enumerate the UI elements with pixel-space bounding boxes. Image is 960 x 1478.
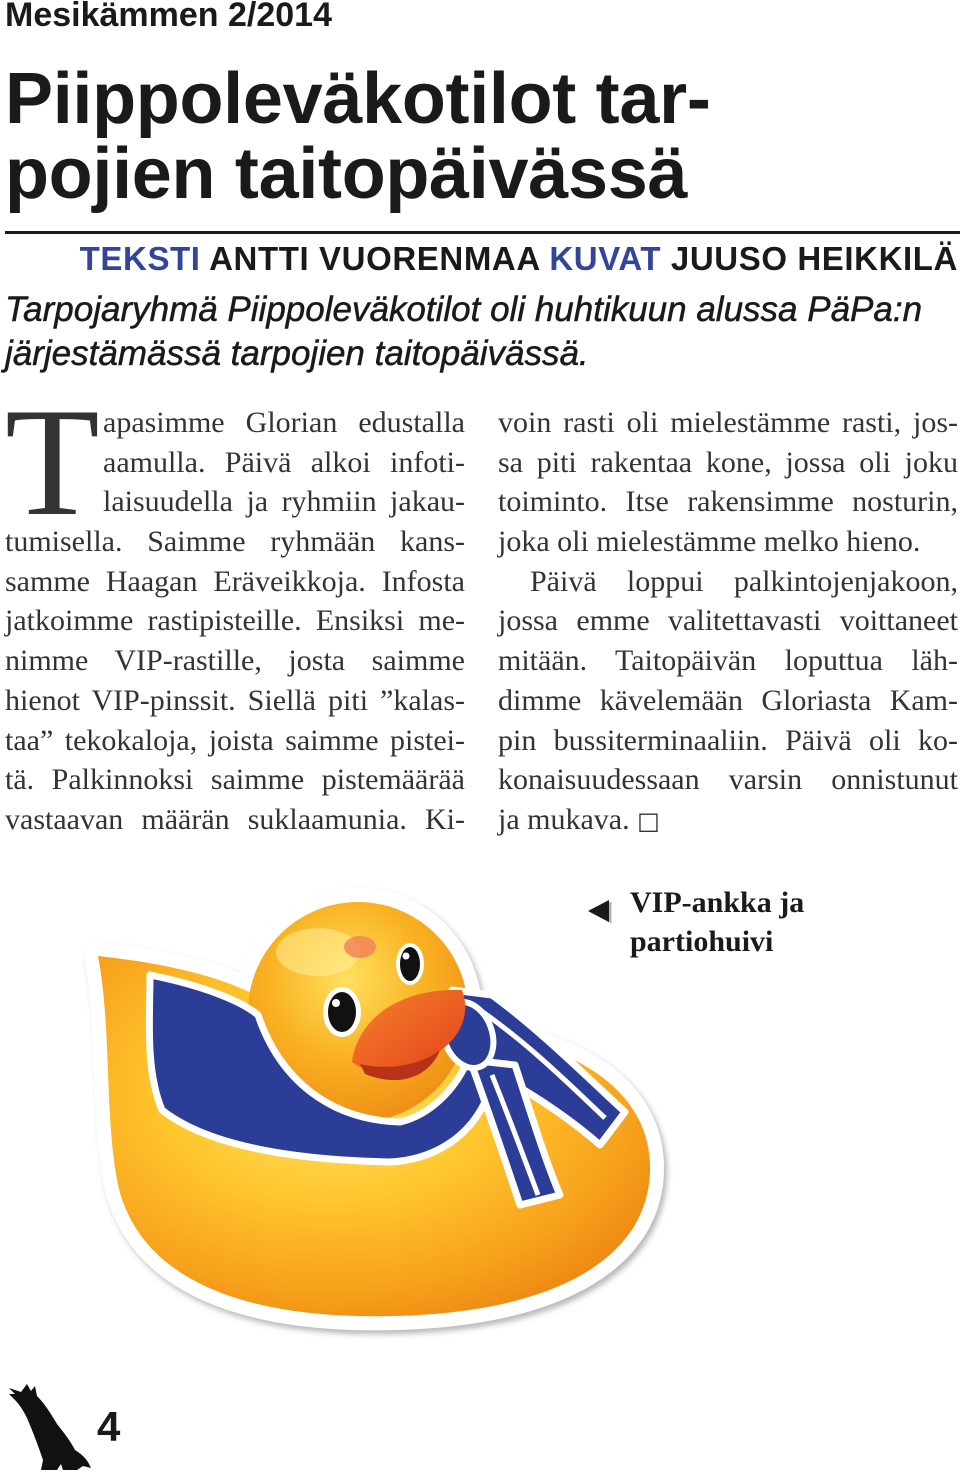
byline: [0, 239, 958, 279]
body-line: pin bussiterminaaliin. Päivä oli ko-: [498, 723, 958, 757]
duck-cheek: [344, 936, 376, 958]
body-line: voin rasti oli mielestämme rasti, jos-: [498, 406, 958, 439]
body-line: jatkoimme rastipisteille. Ensiksi me-: [5, 604, 465, 638]
right-column: [498, 403, 958, 840]
body-line: samme Haagan Eräveikkoja. Infosta: [5, 564, 465, 598]
body-line: laisuudella ja ryhmiin jakau-: [103, 485, 465, 519]
lead-line: Tarpojaryhmä Piippoleväkotilot oli huhtikuun alussa PäPa:n: [5, 290, 923, 329]
author-name: ANTTI VUORENMAA: [209, 240, 540, 277]
left-column: [5, 376, 465, 840]
photographer-name: JUUSO HEIKKILÄ: [670, 240, 958, 277]
body-line: aamulla. Päivä alkoi infoti-: [103, 445, 465, 479]
title-line: pojien taitopäivässä: [5, 134, 688, 214]
caption-line: partiohuivi: [630, 925, 774, 958]
body-line: sa piti rakentaa kone, jossa oli joku: [498, 445, 958, 479]
body-line-text: ja mukava.: [498, 802, 630, 836]
article-title: [5, 59, 711, 214]
body-line: vastaavan määrän suklaamunia. Ki-: [5, 802, 465, 836]
title-line: Piippoleväkotilot tar-: [5, 59, 711, 139]
body-line: hienot VIP-pinssit. Siellä piti ”kalas-: [5, 683, 465, 717]
text-credit-label: TEKSTI: [79, 240, 201, 277]
body-line: konaisuudessaan varsin onnistunut: [498, 763, 958, 797]
title-divider: [5, 231, 960, 234]
body-line: tä. Palkinnoksi saimme pistemäärää: [5, 763, 465, 797]
image-caption: [630, 883, 804, 961]
issue-label: Mesikämmen 2/2014: [5, 0, 332, 34]
body-line: dimme kävelemään Gloriasta Kam-: [498, 683, 958, 717]
page-number: 4: [97, 1403, 121, 1450]
body-line: taa” tekokaloja, joista saimme pistei-: [5, 723, 465, 757]
drop-cap: T: [5, 376, 100, 548]
lead-paragraph: [5, 288, 922, 376]
body-line: joka oli mielestämme melko hieno.: [498, 525, 921, 559]
body-line-last: [498, 800, 958, 840]
photo-credit-label: KUVAT: [549, 240, 662, 277]
duck-eye-left: [323, 987, 361, 1037]
caption-line: VIP-ankka ja: [630, 886, 805, 919]
body-line: apasimme Glorian edustalla: [103, 406, 465, 439]
duck-eye-right: [396, 943, 424, 985]
duck-illustration: [0, 850, 700, 1350]
lead-line: järjestämässä tarpojien taitopäivässä.: [5, 334, 589, 373]
arrow-left-icon: [585, 897, 613, 925]
body-line: Päivä loppui palkintojenjakoon,: [530, 564, 958, 598]
body-line: nimme VIP-rastille, josta saimme: [5, 644, 465, 678]
howling-wolf-icon: [5, 1380, 95, 1475]
body-line: mitään. Taitopäivän loputtua läh-: [498, 644, 958, 678]
body-line: jossa emme valitettavasti voittaneet: [498, 604, 958, 638]
body-line: toiminto. Itse rakensimme nosturin,: [498, 485, 958, 519]
end-mark: □: [637, 806, 660, 835]
body-line: tumisella. Saimme ryhmään kans-: [5, 525, 465, 559]
